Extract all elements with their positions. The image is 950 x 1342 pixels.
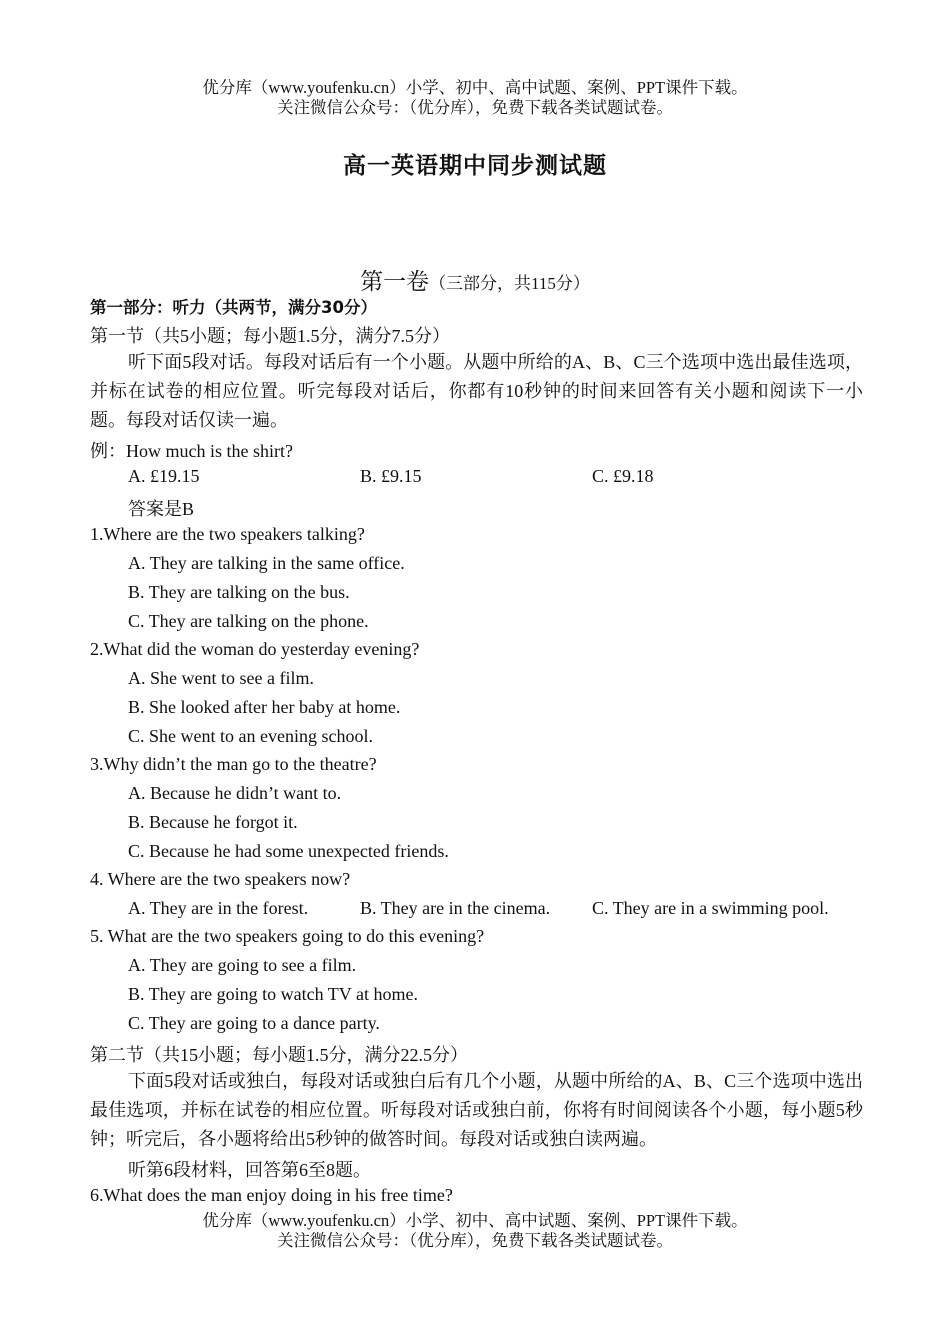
q5-option-c: C. They are going to a dance party. xyxy=(128,1013,380,1033)
q4-option-b: B. They are in the cinema. xyxy=(360,898,551,918)
q1-option-c: C. They are talking on the phone. xyxy=(128,611,369,631)
example-answer: 答案是B xyxy=(128,499,195,519)
volume-sub: （三部分，共115分） xyxy=(429,274,590,293)
footer-line-1: 优分库（www.youfenku.cn）小学、初中、高中试题、案例、PPT课件下载。 xyxy=(202,1211,748,1230)
question-4: 4. Where are the two speakers now? xyxy=(90,869,351,889)
volume-heading xyxy=(0,263,950,296)
part1-heading: 第一部分：听力（共两节，满分30分） xyxy=(90,298,377,317)
q3-option-c: C. Because he had some unexpected friends. xyxy=(128,841,449,861)
volume-main: 第一卷 xyxy=(360,269,430,294)
q1-option-a: A. They are talking in the same office. xyxy=(128,553,405,573)
question-6: 6.What does the man enjoy doing in his free time? xyxy=(90,1185,453,1205)
example-option-c: C. £9.18 xyxy=(592,466,654,486)
q2-option-a: A. She went to see a film. xyxy=(128,668,314,688)
section1-instructions: 听下面5段对话。每段对话后有一个小题。从题中所给的A、B、C三个选项中选出最佳选项，并标在试卷的相应位置。听完每段对话后，你都有10秒钟的时间来回答有关小题和阅读下一小题。每段对话仅读一遍。 xyxy=(90,352,863,430)
q2-option-b: B. She looked after her baby at home. xyxy=(128,697,401,717)
example-option-b: B. £9.15 xyxy=(360,466,422,486)
question-5: 5. What are the two speakers going to do this evening? xyxy=(90,926,485,946)
q3-option-b: B. Because he forgot it. xyxy=(128,812,298,832)
section2-instructions: 下面5段对话或独白，每段对话或独白后有几个小题，从题中所给的A、B、C三个选项中选出最佳选项，并标在试卷的相应位置。听每段对话或独白前，你将有时间阅读各个小题，每小题5秒钟；听完后，各小题将给出5秒钟的做答时间。每段对话或独白读两遍。 xyxy=(90,1071,863,1149)
question-3: 3.Why didn’t the man go to the theatre? xyxy=(90,754,377,774)
section2-material: 听第6段材料，回答第6至8题。 xyxy=(128,1160,371,1180)
q5-option-b: B. They are going to watch TV at home. xyxy=(128,984,418,1004)
header-line-2: 关注微信公众号：（优分库），免费下载各类试题试卷。 xyxy=(277,98,673,117)
q4-option-a: A. They are in the forest. xyxy=(128,898,309,918)
page-title: 高一英语期中同步测试题 xyxy=(343,153,607,179)
footer-line-2: 关注微信公众号：（优分库），免费下载各类试题试卷。 xyxy=(277,1231,673,1250)
q5-option-a: A. They are going to see a film. xyxy=(128,955,357,975)
q3-option-a: A. Because he didn’t want to. xyxy=(128,783,342,803)
header-line-1: 优分库（www.youfenku.cn）小学、初中、高中试题、案例、PPT课件下载。 xyxy=(202,78,748,97)
question-2: 2.What did the woman do yesterday evening? xyxy=(90,639,420,659)
q1-option-b: B. They are talking on the bus. xyxy=(128,582,350,602)
example-option-a: A. £19.15 xyxy=(128,466,200,486)
section1-heading: 第一节（共5小题；每小题1.5分，满分7.5分） xyxy=(90,326,450,346)
q4-option-c: C. They are in a swimming pool. xyxy=(592,898,829,918)
q2-option-c: C. She went to an evening school. xyxy=(128,726,373,746)
question-1: 1.Where are the two speakers talking? xyxy=(90,524,365,544)
example-question: 例：How much is the shirt? xyxy=(90,441,293,461)
section2-heading: 第二节（共15小题；每小题1.5分，满分22.5分） xyxy=(90,1045,468,1065)
